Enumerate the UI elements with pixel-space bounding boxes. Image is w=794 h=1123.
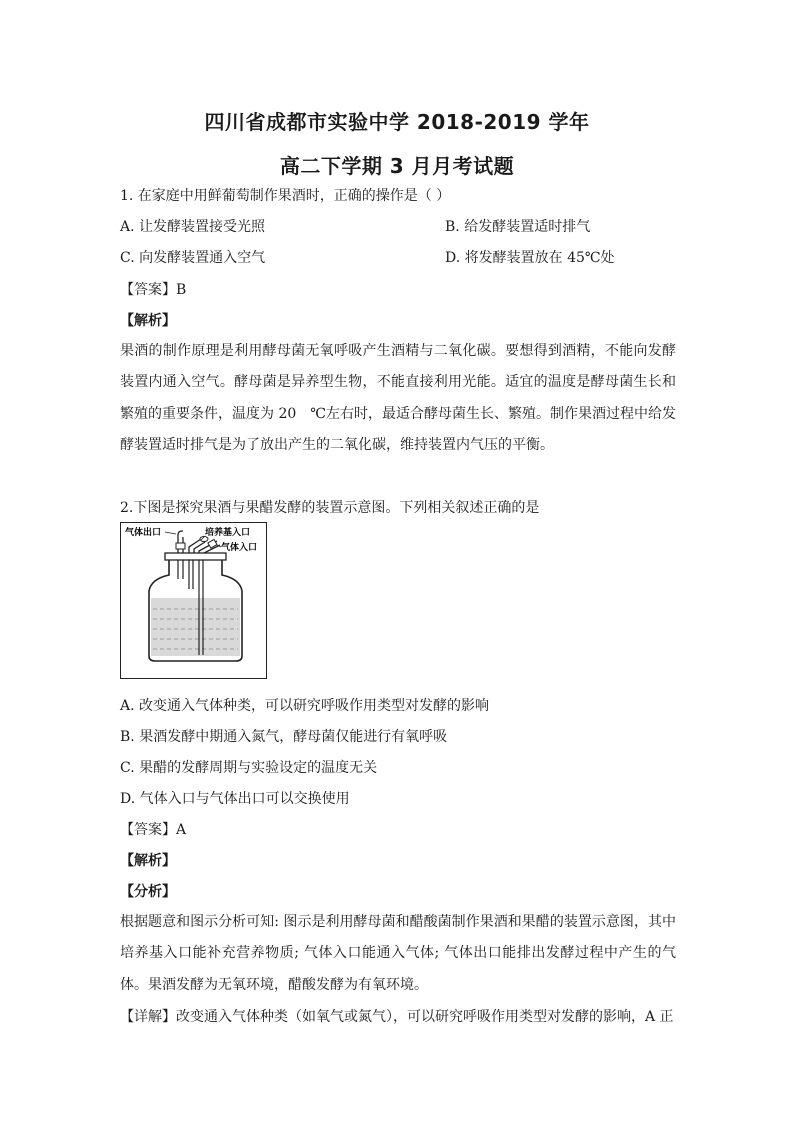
label-gas-inlet: 气体入口 (221, 543, 258, 553)
document-title-line1: 四川省成都市实验中学 2018-2019 学年 (204, 110, 590, 134)
q2-option-c: C. 果醋的发酵周期与实验设定的温度无关 (120, 760, 378, 776)
bottle-stopper (165, 553, 226, 560)
q2-stem: 2.下图是探究果酒与果醋发酵的装置示意图。下列相关叙述正确的是 (120, 500, 540, 516)
gas-outlet-tube (178, 531, 183, 553)
q1-analysis-text: 果酒的制作原理是利用酵母菌无氧呼吸产生酒精与二氧化碳。要想得到酒精，不能向发酵装置内通入空气。酵母菌是异养型生物，不能直接利用光能。适宜的温度是酵母菌生长和繁殖的重要条件，温度为 20 ℃左右时，最适合酵母菌生长、繁殖。制作果酒过程中给发酵装置适时排气是为了放出产生的二氧化碳，维持装置内气压的平衡。 (120, 343, 676, 453)
fermentation-apparatus-figure (120, 522, 267, 679)
culture-liquid (151, 598, 240, 656)
q1-option-d: D. 将发酵装置放在 45℃处 (445, 250, 615, 266)
q1-answer: 【答案】B (120, 282, 187, 298)
q2-detailed-explanation: 【详解】改变通入气体种类（如氧气或氮气），可以研究呼吸作用类型对发酵的影响，A 正 (120, 1009, 674, 1025)
document-title-line2: 高二下学期 3 月月考试题 (279, 154, 515, 178)
q2-fenxi-text: 根据题意和图示分析可知: 图示是利用酵母菌和醋酸菌制作果酒和果醋的装置示意图，其中培养基入口能补充营养物质; 气体入口能通入气体; 气体出口能排出发酵过程中产生的气体。果酒发酵为无氧环境，醋酸发酵为有氧环境。 (120, 914, 676, 993)
q1-option-a: A. 让发酵装置接受光照 (120, 219, 266, 235)
label-gas-outlet: 气体出口 (125, 528, 162, 538)
q2-option-d: D. 气体入口与气体出口可以交换使用 (120, 791, 350, 807)
q2-fenxi-label: 【分析】 (120, 884, 176, 900)
fermentation-apparatus-diagram (121, 523, 265, 677)
q1-option-b: B. 给发酵装置适时排气 (445, 219, 591, 235)
q2-option-b: B. 果酒发酵中期通入氮气，酵母菌仅能进行有氧呼吸 (120, 729, 448, 745)
q2-option-a: A. 改变通入气体种类，可以研究呼吸作用类型对发酵的影响 (120, 698, 490, 714)
q2-answer: 【答案】A (120, 822, 187, 838)
label-medium-inlet: 培养基入口 (205, 528, 251, 538)
q1-stem: 1. 在家庭中用鲜葡萄制作果酒时，正确的操作是（ ） (120, 188, 451, 204)
q1-analysis-label: 【解析】 (120, 313, 176, 329)
q1-option-c: C. 向发酵装置通入空气 (120, 250, 266, 266)
q2-analysis-label: 【解析】 (120, 853, 176, 869)
outlet-clamp (176, 543, 185, 549)
